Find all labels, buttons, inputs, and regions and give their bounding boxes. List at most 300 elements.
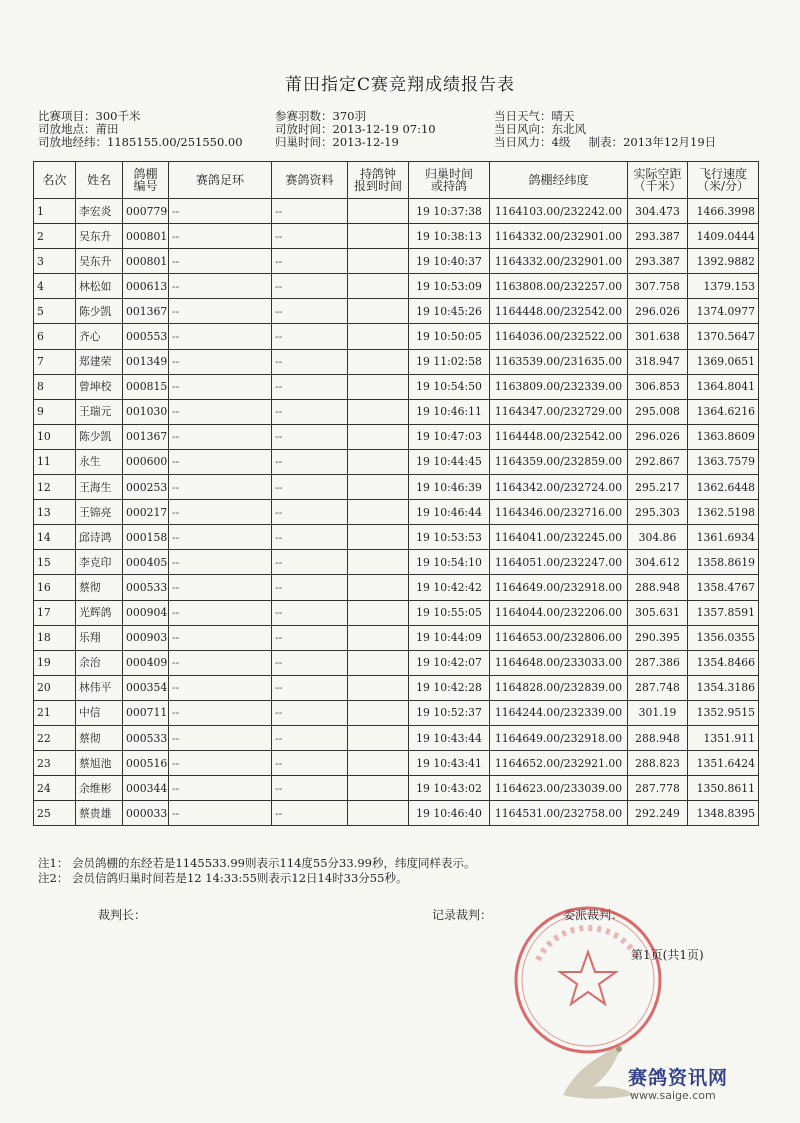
name-cell: 余维彬 [76,776,123,801]
arrival-time-cell: 19 10:42:07 [409,650,490,675]
distance-cell: 288.823 [628,751,688,776]
name-cell: 蔡彻 [76,575,123,600]
pigeon-info-cell: -- [272,751,348,776]
coords-cell: 1164332.00/232901.00 [490,249,628,274]
table-row [34,525,759,550]
arrival-time-cell: 19 10:53:53 [409,525,490,550]
arrival-time-cell: 19 10:53:09 [409,274,490,299]
loft-id-cell: 000533 [123,575,169,600]
pigeon-info-cell: -- [272,299,348,324]
coords-cell: 1164649.00/232918.00 [490,725,628,750]
weather-value: 晴天 [551,109,575,123]
name-cell: 王锦亮 [76,500,123,525]
clock-time-cell [348,725,409,750]
clock-time-cell [348,349,409,374]
pigeon-info-cell: -- [272,475,348,500]
distance-cell: 295.008 [628,399,688,424]
rank-cell: 3 [34,249,76,274]
loft-id-cell: 000903 [123,625,169,650]
distance-cell: 290.395 [628,625,688,650]
rank-cell: 13 [34,500,76,525]
loft-id-cell: 000600 [123,449,169,474]
arrival-time-cell: 19 10:50:05 [409,324,490,349]
name-cell: 曾坤校 [76,374,123,399]
clock-time-cell [348,374,409,399]
loft-id-cell: 001367 [123,424,169,449]
info-column-weather [494,110,716,149]
clock-time-cell [348,700,409,725]
pigeon-info-cell: -- [272,600,348,625]
loft-id-cell: 001367 [123,299,169,324]
clock-time-cell [348,650,409,675]
name-cell: 吴东升 [76,249,123,274]
recorder-signature-label: 记录裁判： [432,908,493,922]
column-header: 姓名 [76,162,123,199]
name-cell: 蔡彻 [76,725,123,750]
arrival-time-cell: 19 10:52:37 [409,700,490,725]
loft-id-cell: 000801 [123,224,169,249]
table-row [34,249,759,274]
ring-cell: -- [169,575,272,600]
clock-time-cell [348,399,409,424]
loft-id-cell: 000533 [123,725,169,750]
name-cell: 陈少凯 [76,299,123,324]
arrival-time-cell: 19 10:47:03 [409,424,490,449]
rank-cell: 11 [34,449,76,474]
arrival-time-cell: 19 10:42:42 [409,575,490,600]
ring-cell: -- [169,550,272,575]
rank-cell: 25 [34,801,76,826]
clock-time-cell [348,500,409,525]
loft-id-cell: 000217 [123,500,169,525]
pigeon-info-cell: -- [272,399,348,424]
column-header: 鸽棚经纬度 [490,162,628,199]
clock-time-cell [348,575,409,600]
pigeon-info-cell: -- [272,575,348,600]
speed-cell: 1409.0444 [688,224,759,249]
wind-direction-label: 当日风向： [494,122,552,136]
ring-cell: -- [169,700,272,725]
distance-cell: 301.19 [628,700,688,725]
distance-cell: 288.948 [628,575,688,600]
table-row [34,776,759,801]
rank-cell: 18 [34,625,76,650]
results-table [33,161,759,826]
ring-cell: -- [169,399,272,424]
speed-cell: 1362.6448 [688,475,759,500]
arrival-time-cell: 19 10:46:11 [409,399,490,424]
speed-cell: 1361.6934 [688,525,759,550]
clock-time-cell [348,299,409,324]
speed-cell: 1362.5198 [688,500,759,525]
loft-id-cell: 000711 [123,700,169,725]
release-place-label: 司放地点： [38,122,96,136]
arrival-time-cell: 19 10:45:26 [409,299,490,324]
rank-cell: 22 [34,725,76,750]
info-column-time [275,110,436,149]
arrival-time-cell: 19 10:37:38 [409,199,490,224]
distance-cell: 318.947 [628,349,688,374]
loft-id-cell: 000405 [123,550,169,575]
pigeon-info-cell: -- [272,224,348,249]
coords-cell: 1164623.00/233039.00 [490,776,628,801]
release-time-value: 2013-12-19 07:10 [332,122,436,136]
clock-time-cell [348,600,409,625]
distance-cell: 296.026 [628,424,688,449]
speed-cell: 1370.5647 [688,324,759,349]
column-header: 赛鸽足环 [169,162,272,199]
name-cell: 郑建荣 [76,349,123,374]
rank-cell: 19 [34,650,76,675]
ring-cell: -- [169,475,272,500]
release-place-value: 莆田 [95,122,119,136]
pigeon-info-cell: -- [272,374,348,399]
clock-time-cell [348,776,409,801]
name-cell: 光辉鸽 [76,600,123,625]
ring-cell: -- [169,500,272,525]
ring-cell: -- [169,751,272,776]
speed-cell: 1363.8609 [688,424,759,449]
loft-id-cell: 001030 [123,399,169,424]
ring-cell: -- [169,600,272,625]
distance-cell: 287.748 [628,675,688,700]
ring-cell: -- [169,776,272,801]
speed-cell: 1351.6424 [688,751,759,776]
table-row [34,550,759,575]
name-cell: 李克印 [76,550,123,575]
rank-cell: 21 [34,700,76,725]
coords-cell: 1164036.00/232522.00 [490,324,628,349]
table-row [34,374,759,399]
footnote-1: 注1： 会员鸽棚的东经若是1145533.99则表示114度55分33.99秒，纬度同样表示。 [38,856,476,870]
pigeon-info-cell: -- [272,801,348,826]
report-title: 莆田指定C赛竞翔成绩报告表 [284,75,515,95]
name-cell: 林伟平 [76,675,123,700]
name-cell: 永生 [76,449,123,474]
speed-cell: 1350.8611 [688,776,759,801]
clock-time-cell [348,625,409,650]
return-time-value: 2013-12-19 [332,135,399,149]
table-row [34,801,759,826]
coords-cell: 1164051.00/232247.00 [490,550,628,575]
speed-cell: 1352.9515 [688,700,759,725]
pigeon-info-cell: -- [272,274,348,299]
wind-force-value: 4级 [551,135,571,149]
column-header: 归巢时间 或持鸽 [409,162,490,199]
distance-cell: 304.612 [628,550,688,575]
speed-cell: 1392.9882 [688,249,759,274]
rank-cell: 1 [34,199,76,224]
distance-cell: 304.473 [628,199,688,224]
coords-cell: 1163809.00/232339.00 [490,374,628,399]
coords-cell: 1164652.00/232921.00 [490,751,628,776]
distance-cell: 307.758 [628,274,688,299]
coords-cell: 1164531.00/232758.00 [490,801,628,826]
clock-time-cell [348,475,409,500]
loft-id-cell: 000815 [123,374,169,399]
speed-cell: 1357.8591 [688,600,759,625]
arrival-time-cell: 19 10:44:09 [409,625,490,650]
distance-cell: 292.249 [628,801,688,826]
arrival-time-cell: 19 10:46:40 [409,801,490,826]
clock-time-cell [348,424,409,449]
distance-cell: 304.86 [628,525,688,550]
watermark-site-name: 赛鸽资讯网 [628,1067,729,1089]
arrival-time-cell: 19 10:42:28 [409,675,490,700]
ring-cell: -- [169,199,272,224]
loft-id-cell: 000801 [123,249,169,274]
ring-cell: -- [169,299,272,324]
name-cell: 中信 [76,700,123,725]
name-cell: 林松如 [76,274,123,299]
info-column-race [38,110,243,149]
wind-direction-value: 东北风 [551,122,586,136]
table-row [34,475,759,500]
clock-time-cell [348,550,409,575]
rank-cell: 14 [34,525,76,550]
clock-time-cell [348,274,409,299]
pigeon-info-cell: -- [272,324,348,349]
pigeon-info-cell: -- [272,525,348,550]
speed-cell: 1351.911 [688,725,759,750]
coords-cell: 1164044.00/232206.00 [490,600,628,625]
ring-cell: -- [169,650,272,675]
table-row [34,600,759,625]
ring-cell: -- [169,249,272,274]
loft-id-cell: 000033 [123,801,169,826]
coords-cell: 1163808.00/232257.00 [490,274,628,299]
table-row [34,449,759,474]
coords-cell: 1164346.00/232716.00 [490,500,628,525]
loft-id-cell: 000158 [123,525,169,550]
clock-time-cell [348,249,409,274]
name-cell: 陈少凯 [76,424,123,449]
rank-cell: 2 [34,224,76,249]
table-row [34,274,759,299]
coords-cell: 1164448.00/232542.00 [490,424,628,449]
name-cell: 吴东升 [76,224,123,249]
coords-cell: 1163539.00/231635.00 [490,349,628,374]
loft-id-cell: 000613 [123,274,169,299]
watermark-site-url: www.saige.com [630,1089,716,1102]
name-cell: 蔡旭池 [76,751,123,776]
table-row [34,575,759,600]
speed-cell: 1356.0355 [688,625,759,650]
ring-cell: -- [169,625,272,650]
table-row [34,324,759,349]
ring-cell: -- [169,525,272,550]
race-item-value: 300千米 [95,109,141,123]
ring-cell: -- [169,274,272,299]
pigeon-info-cell: -- [272,550,348,575]
loft-id-cell: 001349 [123,349,169,374]
distance-cell: 287.386 [628,650,688,675]
speed-cell: 1379.153 [688,274,759,299]
arrival-time-cell: 19 10:43:41 [409,751,490,776]
pigeon-info-cell: -- [272,675,348,700]
ring-cell: -- [169,424,272,449]
name-cell: 王瑞元 [76,399,123,424]
table-row [34,224,759,249]
rank-cell: 23 [34,751,76,776]
name-cell: 蔡贵雄 [76,801,123,826]
distance-cell: 306.853 [628,374,688,399]
coords-cell: 1164653.00/232806.00 [490,625,628,650]
ring-cell: -- [169,324,272,349]
speed-cell: 1358.4767 [688,575,759,600]
arrival-time-cell: 19 10:43:02 [409,776,490,801]
coords-cell: 1164347.00/232729.00 [490,399,628,424]
name-cell: 乐翔 [76,625,123,650]
column-header: 赛鸽资料 [272,162,348,199]
arrival-time-cell: 19 10:54:50 [409,374,490,399]
pigeon-info-cell: -- [272,424,348,449]
clock-time-cell [348,525,409,550]
loft-id-cell: 000344 [123,776,169,801]
name-cell: 齐心 [76,324,123,349]
column-header: 实际空距 （千米） [628,162,688,199]
distance-cell: 288.948 [628,725,688,750]
coords-cell: 1164041.00/232245.00 [490,525,628,550]
ring-cell: -- [169,725,272,750]
ring-cell: -- [169,349,272,374]
rank-cell: 4 [34,274,76,299]
speed-cell: 1354.3186 [688,675,759,700]
pigeon-info-cell: -- [272,776,348,801]
table-row [34,675,759,700]
made-date-label: 制表： [588,135,624,149]
pigeon-info-cell: -- [272,650,348,675]
pigeon-info-cell: -- [272,725,348,750]
speed-cell: 1363.7579 [688,449,759,474]
rank-cell: 20 [34,675,76,700]
name-cell: 邱诗鸿 [76,525,123,550]
speed-cell: 1348.8395 [688,801,759,826]
clock-time-cell [348,224,409,249]
return-time-label: 归巢时间： [275,135,333,149]
pigeon-info-cell: -- [272,249,348,274]
column-header: 名次 [34,162,76,199]
clock-time-cell [348,675,409,700]
column-header: 鸽棚 编号 [123,162,169,199]
referee-signature-label: 裁判长： [98,908,147,922]
arrival-time-cell: 19 10:46:39 [409,475,490,500]
table-row [34,299,759,324]
ring-cell: -- [169,224,272,249]
coords-cell: 1164649.00/232918.00 [490,575,628,600]
appointed-signature-label: 委派裁判： [563,908,624,922]
name-cell: 王海生 [76,475,123,500]
weather-label: 当日天气： [494,109,552,123]
ring-cell: -- [169,801,272,826]
arrival-time-cell: 19 10:55:05 [409,600,490,625]
loft-id-cell: 000354 [123,675,169,700]
clock-time-cell [348,751,409,776]
speed-cell: 1358.8619 [688,550,759,575]
arrival-time-cell: 19 10:40:37 [409,249,490,274]
loft-id-cell: 000253 [123,475,169,500]
coords-cell: 1164828.00/232839.00 [490,675,628,700]
loft-id-cell: 000409 [123,650,169,675]
pigeon-info-cell: -- [272,449,348,474]
pigeon-info-cell: -- [272,700,348,725]
rank-cell: 8 [34,374,76,399]
table-row [34,500,759,525]
rank-cell: 5 [34,299,76,324]
speed-cell: 1369.0651 [688,349,759,374]
coords-cell: 1164342.00/232724.00 [490,475,628,500]
coords-cell: 1164103.00/232242.00 [490,199,628,224]
ring-cell: -- [169,449,272,474]
release-coords-label: 司放地经纬： [38,135,107,149]
rank-cell: 9 [34,399,76,424]
loft-id-cell: 000779 [123,199,169,224]
distance-cell: 287.778 [628,776,688,801]
arrival-time-cell: 19 10:46:44 [409,500,490,525]
ring-cell: -- [169,675,272,700]
release-time-label: 司放时间： [275,122,333,136]
footnotes [38,856,475,886]
rank-cell: 10 [34,424,76,449]
rank-cell: 12 [34,475,76,500]
table-row [34,625,759,650]
table-row [34,349,759,374]
pigeon-info-cell: -- [272,500,348,525]
loft-id-cell: 000553 [123,324,169,349]
pigeon-info-cell: -- [272,349,348,374]
clock-time-cell [348,801,409,826]
clock-time-cell [348,199,409,224]
speed-cell: 1364.8041 [688,374,759,399]
distance-cell: 301.638 [628,324,688,349]
pigeon-info-cell: -- [272,625,348,650]
entries-label: 参赛羽数： [275,109,333,123]
table-row [34,399,759,424]
pigeon-info-cell: -- [272,199,348,224]
wind-force-label: 当日风力： [494,135,552,149]
race-item-label: 比赛项目： [38,109,96,123]
name-cell: 余治 [76,650,123,675]
distance-cell: 296.026 [628,299,688,324]
made-date-value: 2013年12月19日 [623,135,717,149]
speed-cell: 1364.6216 [688,399,759,424]
arrival-time-cell: 19 10:43:44 [409,725,490,750]
footnote-2: 注2： 会员信鸽归巢时间若是12 14:33:55则表示12日14时33分55秒。 [38,871,408,885]
rank-cell: 6 [34,324,76,349]
speed-cell: 1374.0977 [688,299,759,324]
table-body [34,199,759,826]
distance-cell: 293.387 [628,224,688,249]
rank-cell: 15 [34,550,76,575]
coords-cell: 1164244.00/232339.00 [490,700,628,725]
loft-id-cell: 000516 [123,751,169,776]
rank-cell: 16 [34,575,76,600]
release-coords-value: 1185155.00/251550.00 [107,135,243,149]
name-cell: 李宏炎 [76,199,123,224]
entries-value: 370羽 [332,109,366,123]
page-number: 第1页(共1页) [631,948,704,962]
distance-cell: 293.387 [628,249,688,274]
table-row [34,700,759,725]
arrival-time-cell: 19 11:02:58 [409,349,490,374]
table-row [34,650,759,675]
column-header: 持鸽钟 报到时间 [348,162,409,199]
rank-cell: 24 [34,776,76,801]
speed-cell: 1466.3998 [688,199,759,224]
clock-time-cell [348,449,409,474]
table-row [34,199,759,224]
table-row [34,424,759,449]
